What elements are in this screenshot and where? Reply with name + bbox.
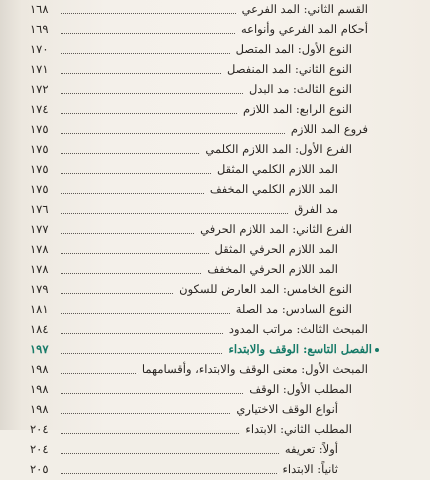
toc-entry-page: ١٧٠ [30, 42, 49, 57]
toc-leader-dots [61, 273, 201, 274]
toc-entry-page: ١٦٨ [30, 2, 49, 17]
toc-entry-page: ١٩٨ [30, 402, 49, 417]
toc-entry [30, 380, 352, 400]
toc-entry [30, 440, 338, 460]
toc-entry [30, 180, 338, 200]
toc-entry-page: ١٨١ [30, 302, 49, 317]
toc-entry-page: ١٧٤ [30, 102, 49, 117]
toc-entry [30, 320, 368, 340]
toc-entry [30, 60, 352, 80]
toc-entry-title: الفرع الثاني: المد اللازم الحرفي [200, 222, 352, 237]
toc-entry [30, 20, 368, 40]
toc-entry-page: ١٩٨ [30, 362, 49, 377]
toc-entry-title: المد اللازم الحرفي المخفف [207, 262, 338, 277]
toc-entry-title: النوع الثاني: المد المنفصل [227, 62, 352, 77]
toc-entry-page: ٢٠٤ [30, 442, 49, 457]
toc-leader-dots [61, 293, 173, 294]
toc-leader-dots [61, 133, 285, 134]
toc-entry-page: ١٧٥ [30, 122, 49, 137]
toc-leader-dots [61, 373, 136, 374]
toc-entry [30, 360, 368, 380]
toc-leader-dots [61, 333, 223, 334]
toc-entry-title: ثانياً: الابتداء [282, 462, 338, 477]
toc-entry-title: المد اللازم الكلمي المخفف [209, 182, 338, 197]
toc-entry-title: مد الفرق [294, 202, 338, 217]
toc-leader-dots [61, 53, 230, 54]
toc-entry-title: النوع الثالث: مد البدل [248, 82, 352, 97]
toc-entry-page: ١٧١ [30, 62, 49, 77]
toc-entry [30, 160, 338, 180]
toc-entry-title: النوع الخامس: المد العارض للسكون [179, 282, 352, 297]
toc-entry-title: النوع الرابع: المد اللازم [243, 102, 352, 117]
toc-entry [30, 280, 352, 300]
toc-leader-dots [61, 33, 235, 34]
toc-entry-page: ١٧٨ [30, 262, 49, 277]
toc-entry-title: المطلب الثاني: الابتداء [245, 422, 352, 437]
toc-entry-page: ١٩٧ [30, 342, 49, 357]
toc-leader-dots [61, 253, 209, 254]
toc-entry-page: ١٧٥ [30, 182, 49, 197]
toc-entry [30, 140, 352, 160]
toc-entry-page: ١٧٢ [30, 82, 49, 97]
toc-entry-title: النوع السادس: مد الصلة [235, 302, 352, 317]
toc-entry [30, 300, 352, 320]
toc-entry-title: المد اللازم الحرفي المثقل [214, 242, 338, 257]
toc-leader-dots [61, 153, 199, 154]
toc-entry-page: ٢٠٥ [30, 462, 49, 477]
toc-leader-dots [61, 193, 204, 194]
toc-entry [30, 400, 338, 420]
toc-entry [30, 120, 368, 140]
toc-entry-page: ١٧٥ [30, 142, 49, 157]
toc-leader-dots [61, 473, 277, 474]
toc-entry-page: ١٩٨ [30, 382, 49, 397]
toc-leader-dots [61, 433, 239, 434]
toc-entry-title: المبحث الثالث: مراتب المدود [228, 322, 368, 337]
toc-entry [30, 0, 368, 20]
toc-entry-page: ١٦٩ [30, 22, 49, 37]
toc-entry-title: الفصل التاسع: الوقف والابتداء [228, 342, 372, 357]
toc-entry-title: المطلب الأول: الوقف [249, 382, 352, 397]
toc-entry-page: ١٧٥ [30, 162, 49, 177]
toc-entry-page: ١٧٧ [30, 222, 49, 237]
toc-chapter-entry [30, 340, 382, 360]
toc-entry [30, 200, 338, 220]
toc-entry [30, 420, 352, 440]
toc-leader-dots [61, 13, 236, 14]
toc-leader-dots [61, 93, 243, 94]
toc-entry-title: الفرع الأول: المد اللازم الكلمي [205, 142, 352, 157]
toc-entry [30, 240, 338, 260]
toc-leader-dots [61, 313, 230, 314]
toc-entry [30, 80, 352, 100]
toc-entry-title: المبحث الأول: معنى الوقف والابتداء، وأقسامهما [141, 362, 368, 377]
toc-leader-dots [61, 353, 222, 354]
toc-leader-dots [61, 233, 194, 234]
toc-leader-dots [61, 453, 279, 454]
toc-entry-page: ١٧٩ [30, 282, 49, 297]
toc-entry [30, 100, 352, 120]
toc-entry-page: ١٧٨ [30, 242, 49, 257]
toc-leader-dots [61, 113, 237, 114]
toc-entry-title: المد اللازم الكلمي المثقل [216, 162, 338, 177]
toc-entry-title: أولاً: تعريفه [284, 442, 338, 457]
toc-leader-dots [61, 73, 221, 74]
toc-entry [30, 460, 338, 480]
toc-entry-title: أنواع الوقف الاختياري [236, 402, 338, 417]
toc-entry [30, 220, 352, 240]
toc-entry [30, 40, 352, 60]
toc-leader-dots [61, 393, 243, 394]
toc-leader-dots [61, 213, 288, 214]
toc-entry-title: فروع المد اللازم [290, 122, 368, 137]
toc-entry-page: ٢٠٤ [30, 422, 49, 437]
toc-entry-title: النوع الأول: المد المتصل [235, 42, 352, 57]
toc-entry-title: أحكام المد الفرعي وأنواعه [240, 22, 368, 37]
chapter-bullet-icon [375, 348, 379, 352]
toc-entry-page: ١٧٦ [30, 202, 49, 217]
toc-leader-dots [61, 413, 230, 414]
toc-entry [30, 260, 338, 280]
toc-leader-dots [61, 173, 211, 174]
toc-entry-page: ١٨٤ [30, 322, 49, 337]
toc-entry-title: القسم الثاني: المد الفرعي [241, 2, 368, 17]
